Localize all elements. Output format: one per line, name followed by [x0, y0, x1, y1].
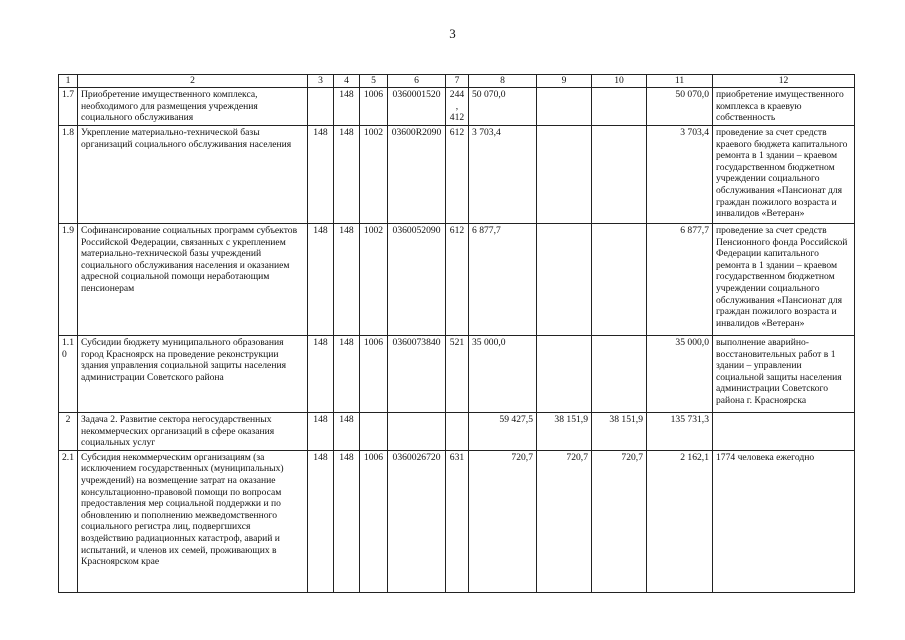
cell-year-1: 6 877,7	[469, 224, 537, 336]
row-description: Софинансирование социальных программ субъектов Российской Федерации, связанных с укреплением материально-технической базы учреждений социального обслуживания населения и оказанием адресной социальной помощи неработающим пенсионерам	[78, 224, 308, 336]
cell-expense-type: 631	[446, 450, 469, 592]
cell-total: 6 877,7	[647, 224, 713, 336]
cell-expense-type: 612	[446, 224, 469, 336]
cell-grbs	[308, 88, 334, 126]
cell-expected-result	[713, 413, 855, 451]
cell-year-2	[537, 224, 592, 336]
cell-year-3	[592, 88, 647, 126]
cell-section: 1002	[360, 224, 388, 336]
cell-grbs: 148	[308, 413, 334, 451]
column-header: 3	[308, 75, 334, 88]
column-header: 2	[78, 75, 308, 88]
cell-total: 35 000,0	[647, 336, 713, 413]
cell-year-1: 35 000,0	[469, 336, 537, 413]
cell-total: 3 703,4	[647, 126, 713, 224]
cell-section: 1002	[360, 126, 388, 224]
row-number: 1.7	[59, 88, 78, 126]
cell-grbs: 148	[308, 450, 334, 592]
column-header: 4	[334, 75, 360, 88]
cell-year-3	[592, 126, 647, 224]
budget-table	[58, 74, 855, 593]
cell-grbs: 148	[308, 126, 334, 224]
cell-total: 50 070,0	[647, 88, 713, 126]
cell-expected-result: 1774 человека ежегодно	[713, 450, 855, 592]
cell-grbs-code: 148	[334, 224, 360, 336]
cell-year-2	[537, 88, 592, 126]
row-description: Субсидии бюджету муниципального образования город Красноярск на проведение реконструкции здания управления социальной защиты населения администрации Советского района	[78, 336, 308, 413]
column-header: 6	[388, 75, 446, 88]
cell-expense-type	[446, 413, 469, 451]
cell-grbs: 148	[308, 336, 334, 413]
cell-year-1: 50 070,0	[469, 88, 537, 126]
column-header: 9	[537, 75, 592, 88]
cell-total: 2 162,1	[647, 450, 713, 592]
cell-target-article: 0360073840	[388, 336, 446, 413]
column-header: 7	[446, 75, 469, 88]
cell-year-1: 59 427,5	[469, 413, 537, 451]
table-row	[59, 450, 855, 592]
row-description: Субсидия некоммерческим организациям (за исключением государственных (муниципальных) учреждений) на возмещение затрат на оказание консультационно-правовой помощи по вопросам предоставления мер социальной поддержки и по обновлению и пополнению межведомственного социального регистра лиц, подвергшихся воздействию радиационных катастроф, аварий и испытаний, и членов их семей, проживающих в Красноярском крае	[78, 450, 308, 592]
cell-section: 1006	[360, 450, 388, 592]
cell-year-2	[537, 336, 592, 413]
cell-total: 135 731,3	[647, 413, 713, 451]
row-number: 2.1	[59, 450, 78, 592]
cell-grbs-code: 148	[334, 450, 360, 592]
cell-year-3: 38 151,9	[592, 413, 647, 451]
row-number: 1.9	[59, 224, 78, 336]
table-row	[59, 224, 855, 336]
cell-section: 1006	[360, 336, 388, 413]
cell-expense-type: 612	[446, 126, 469, 224]
row-number: 2	[59, 413, 78, 451]
column-header: 1	[59, 75, 78, 88]
cell-expected-result: проведение за счет средств Пенсионного фонда Российской Федерации капитального ремонта в 1 здании – краевом государственном бюджетном учреждении социального обслуживания «Пансионат для граждан пожилого возраста и инвалидов «Ветеран»	[713, 224, 855, 336]
cell-grbs-code: 148	[334, 413, 360, 451]
cell-expense-type: 521	[446, 336, 469, 413]
column-header: 8	[469, 75, 537, 88]
cell-year-1: 720,7	[469, 450, 537, 592]
table-row	[59, 88, 855, 126]
cell-grbs-code: 148	[334, 88, 360, 126]
cell-target-article: 0360026720	[388, 450, 446, 592]
cell-expected-result: проведение за счет средств краевого бюджета капитального ремонта в 1 здании – краевом государственном бюджетном учреждении социального обслуживания «Пансионат для граждан пожилого возраста и инвалидов «Ветеран»	[713, 126, 855, 224]
column-header: 11	[647, 75, 713, 88]
table-row	[59, 413, 855, 451]
cell-target-article: 0360001520	[388, 88, 446, 126]
row-description: Укрепление материально-технической базы организаций социального обслуживания населения	[78, 126, 308, 224]
column-header: 12	[713, 75, 855, 88]
cell-year-1: 3 703,4	[469, 126, 537, 224]
row-description: Приобретение имущественного комплекса, необходимого для размещения учреждения социального обслуживания	[78, 88, 308, 126]
cell-expense-type: 244, 412	[446, 88, 469, 126]
cell-section	[360, 413, 388, 451]
row-number: 1.10	[59, 336, 78, 413]
table-row	[59, 126, 855, 224]
cell-target-article: 03600R2090	[388, 126, 446, 224]
cell-year-2: 720,7	[537, 450, 592, 592]
header-row	[59, 75, 855, 88]
column-header: 5	[360, 75, 388, 88]
cell-year-3	[592, 336, 647, 413]
cell-target-article: 0360052090	[388, 224, 446, 336]
table-row	[59, 336, 855, 413]
cell-year-2: 38 151,9	[537, 413, 592, 451]
row-number: 1.8	[59, 126, 78, 224]
cell-year-3	[592, 224, 647, 336]
cell-grbs-code: 148	[334, 126, 360, 224]
cell-section: 1006	[360, 88, 388, 126]
cell-expected-result: приобретение имущественного комплекса в краевую собственность	[713, 88, 855, 126]
row-description: Задача 2. Развитие сектора негосударственных некоммерческих организаций в сфере оказания социальных услуг	[78, 413, 308, 451]
cell-year-3: 720,7	[592, 450, 647, 592]
cell-year-2	[537, 126, 592, 224]
cell-grbs-code: 148	[334, 336, 360, 413]
column-header: 10	[592, 75, 647, 88]
page-number: 3	[449, 26, 456, 41]
cell-target-article	[388, 413, 446, 451]
cell-expected-result: выполнение аварийно-восстановительных работ в 1 здании – управлении социальной защиты населения администрации Советского района г. Красноярска	[713, 336, 855, 413]
cell-grbs: 148	[308, 224, 334, 336]
